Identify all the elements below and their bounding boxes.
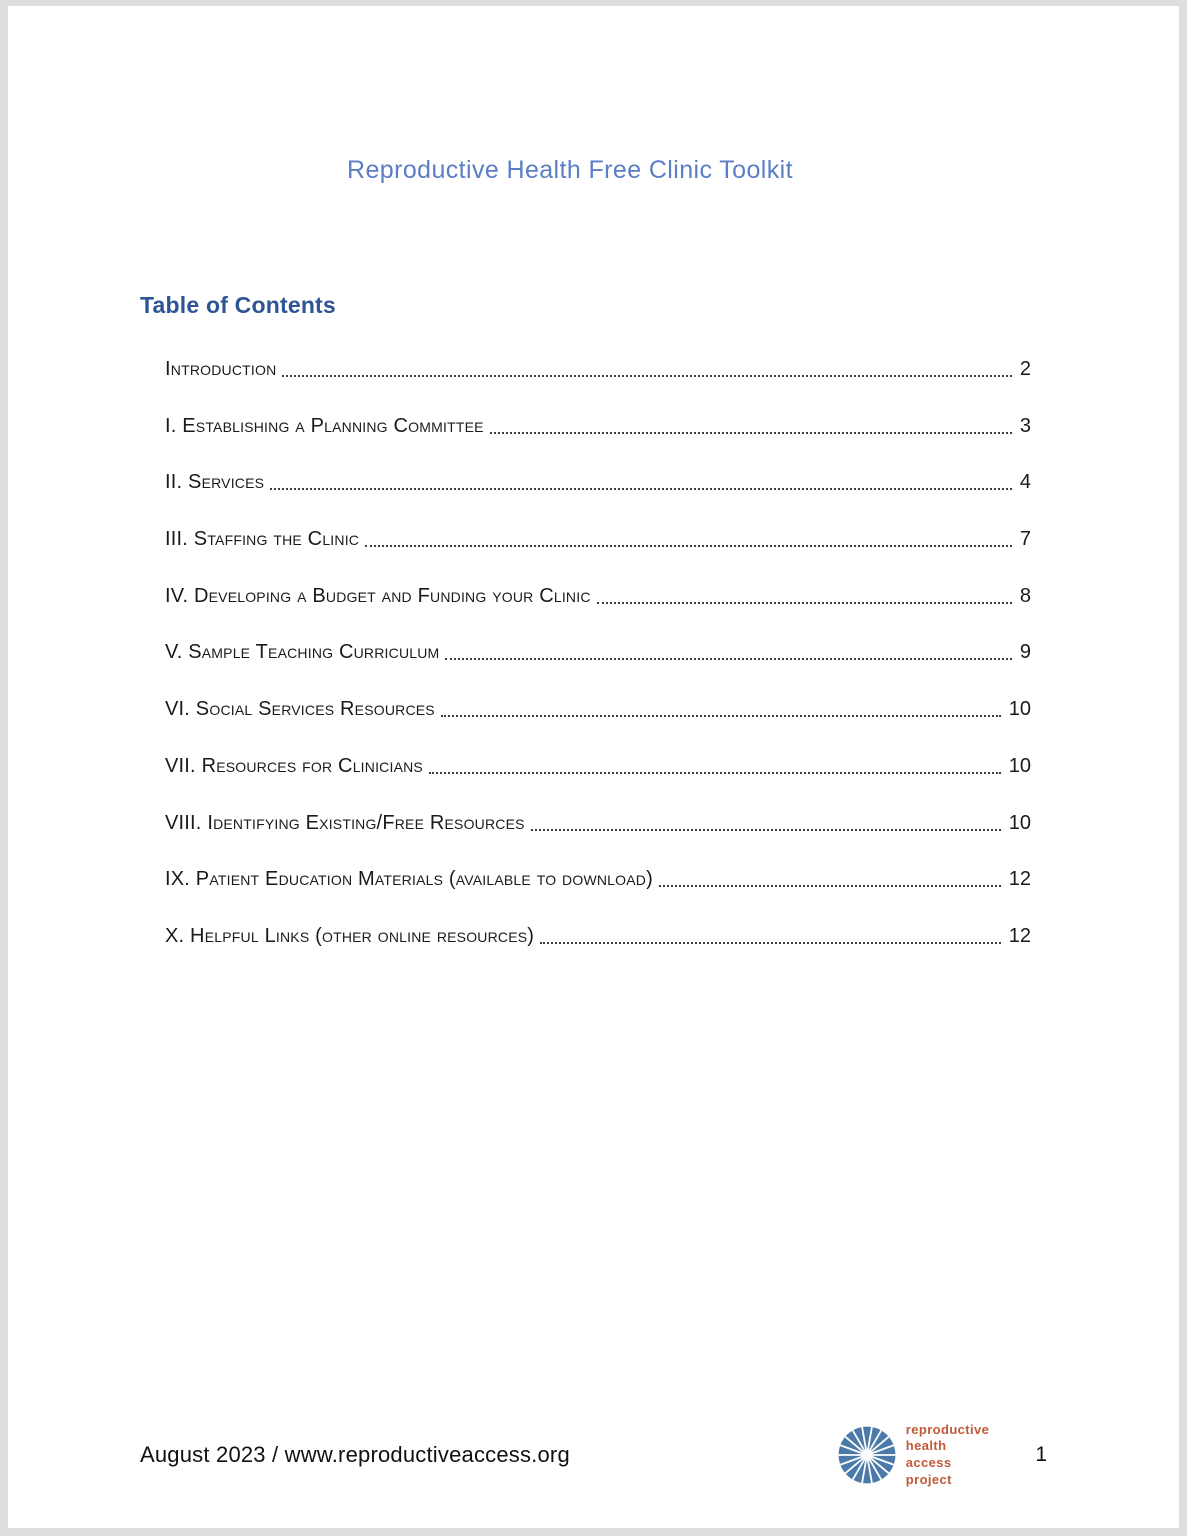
toc-entry-label: III. Staffing the Clinic [165,528,360,551]
page-number: 1 [1035,1443,1047,1466]
toc-entry-label: V. Sample Teaching Curriculum [165,641,440,664]
dot-leader [429,772,1001,774]
org-logo-wordmark [906,1422,990,1489]
toc-entry[interactable] [165,753,1031,779]
toc-entry-label: IX. Patient Education Materials (available to download) [165,868,653,891]
toc-entry[interactable] [165,356,1031,382]
page-footer [140,1423,1047,1487]
toc-entry-label: I. Establishing a Planning Committee [165,414,484,437]
toc-entry-label: VI. Social Services Resources [165,698,435,721]
toc-heading: Table of Contents [140,292,336,318]
toc-entry-page: 2 [1019,358,1031,380]
toc-entry-page: 3 [1019,414,1031,437]
toc-entry[interactable] [165,696,1031,722]
document-title: Reproductive Health Free Clinic Toolkit [347,156,793,184]
document-page [8,6,1179,1528]
dot-leader [445,658,1011,660]
toc-entry-page: 10 [1008,698,1031,721]
dot-leader [540,942,1001,944]
dot-leader [659,885,1001,887]
toc-entry[interactable] [165,583,1031,609]
toc-entry-page: 9 [1019,641,1031,664]
toc-entry[interactable] [165,866,1031,892]
toc-entry[interactable] [165,413,1031,439]
sunburst-logo-icon [838,1426,896,1484]
toc-entry-label: VIII. Identifying Existing/Free Resources [165,811,525,834]
toc-entry[interactable] [165,526,1031,552]
toc-entry-page: 12 [1008,868,1031,891]
dot-leader [282,375,1011,377]
toc-entry-label: VII. Resources for Clinicians [165,754,423,777]
toc-entry-label: X. Helpful Links (other online resources) [165,924,535,947]
toc-entry-page: 4 [1019,471,1031,494]
dot-leader [365,545,1012,547]
toc-entry[interactable] [165,639,1031,665]
logo-line: project [905,1471,952,1487]
toc-entry[interactable] [165,923,1031,949]
toc-list [165,356,1031,980]
dot-leader [531,829,1001,831]
toc-entry-page: 10 [1008,811,1031,834]
org-logo [838,1422,990,1489]
logo-line: access [905,1455,952,1470]
dot-leader [270,488,1012,490]
toc-entry-label: Introduction [165,358,277,380]
logo-line: health [905,1438,947,1454]
toc-entry-page: 10 [1008,754,1031,777]
toc-entry-page: 7 [1019,528,1031,551]
dot-leader [490,432,1012,434]
toc-entry[interactable] [165,469,1031,495]
toc-entry-label: II. Services [165,471,265,494]
toc-entry-page: 12 [1008,924,1031,947]
dot-leader [441,715,1001,717]
dot-leader [597,602,1012,604]
footer-date-url: August 2023 / www.reproductiveaccess.org [140,1442,570,1467]
toc-entry-label: IV. Developing a Budget and Funding your Clinic [165,584,591,607]
logo-line: reproductive [905,1421,990,1437]
toc-entry[interactable] [165,810,1031,836]
toc-entry-page: 8 [1019,584,1031,607]
